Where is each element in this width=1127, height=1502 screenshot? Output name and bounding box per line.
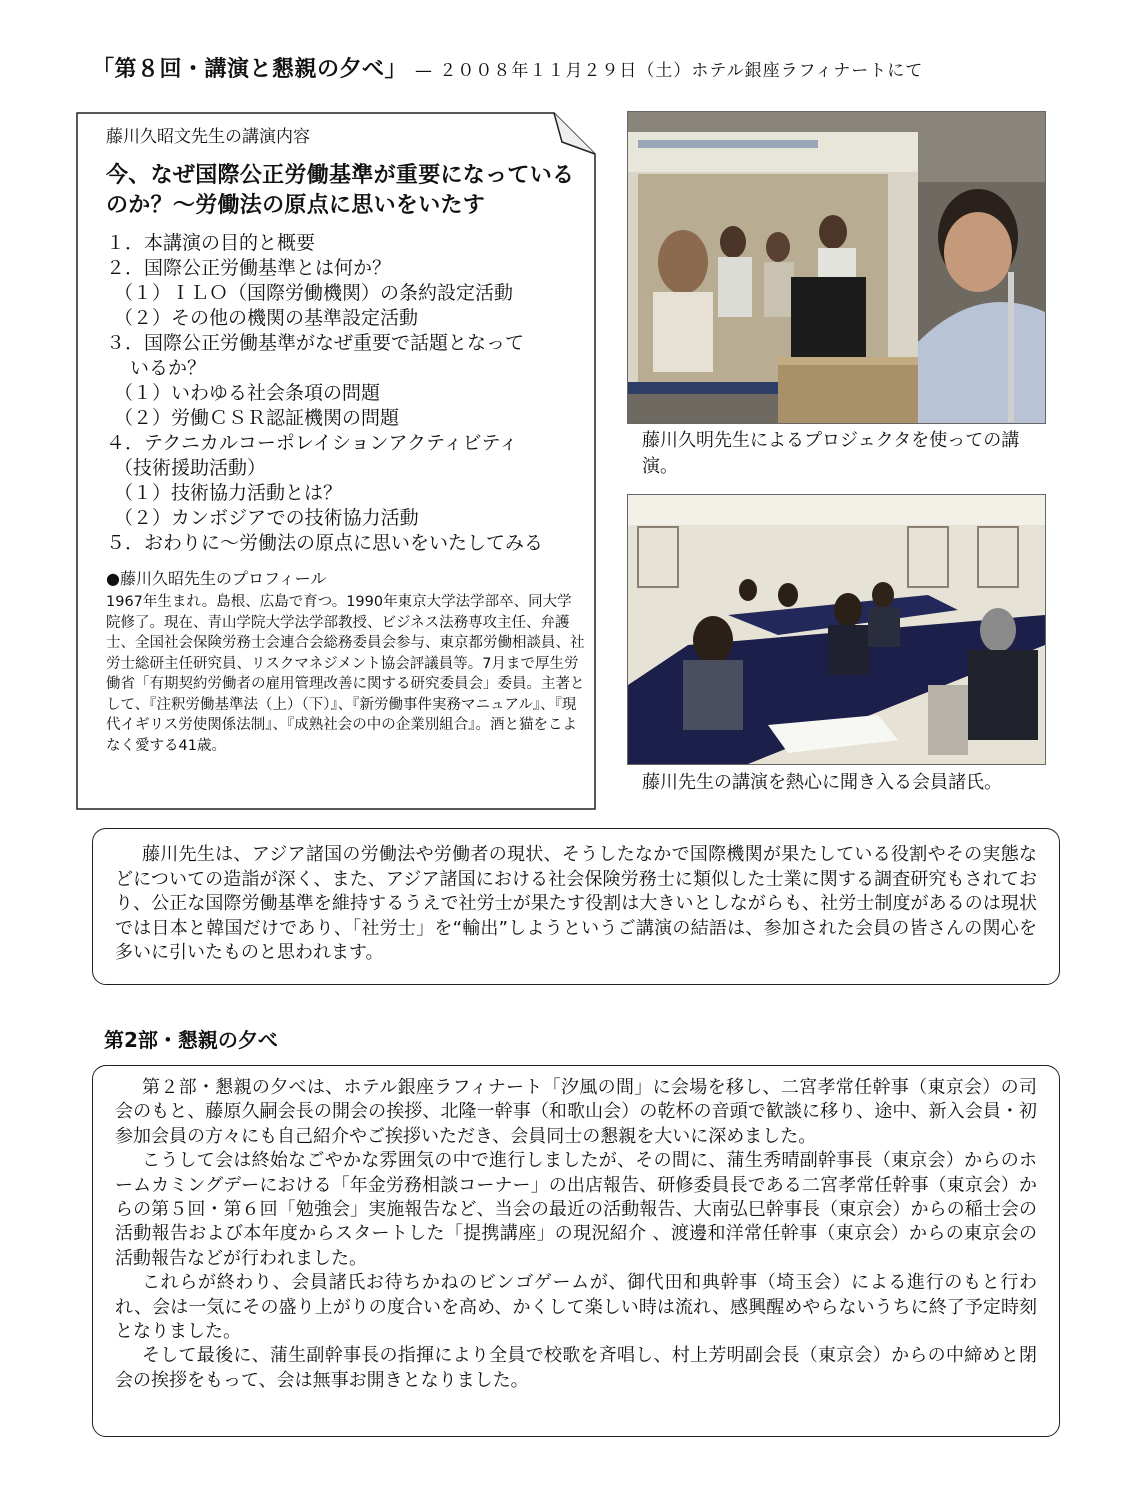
audience-photo-caption: 藤川先生の講演を熱心に聞き入る会員諸氏。 xyxy=(642,772,1002,793)
lecture-title: 今、なぜ国際公正労働基準が重要になっているのか？～労働法の原点に思いをいたす xyxy=(106,163,575,218)
outline-item: （１）技術協力活動とは？ xyxy=(114,482,343,504)
summary-paragraph: 藤川先生は、アジア諸国の労働法や労働者の現状、そうしたなかで国際機関が果たしている役割やその実態などについての造詣が深く、また、アジア諸国における社会保険労務士に類似した士業に関する調査研究もされており、公正な国際労働基準を維持するうえで社労士が果たす役割は大きいとしながらも、社労士制度があるのは現状では日本と韓国だけであり、「社労士」を“輸出”しようというご講演の結語は、参加された会員の皆さんの関心を多いに引いたものと思われます。 xyxy=(115,844,1037,963)
audience-photo xyxy=(627,494,1046,765)
profile-text: 1967年生まれ。島根、広島で育つ。1990年東京大学法学部卒、同大学院修了。現在、青山学院大学法学部教授、ビジネス法務専攻主任、弁護士、全国社会保険労務士会連合会総務委員会参与、東京都労働相談員、社労士総研主任研究員、リスクマネジメント協会評議員等。7月まで厚生労働省「有期契約労働者の雇用管理改善に関する研究委員会」委員。主著として、『注釈労働基準法（上）（下）』、『新労働事件実務マニュアル』、『現代イギリス労使関係法制』、『成熟社会の中の企業別組合』。酒と猫をこよなく愛する41歳。 xyxy=(106,594,585,754)
outline-item: （１）ＩＬＯ（国際労働機関）の条約設定活動 xyxy=(114,282,514,304)
outline-item: ３．国際公正労働基準がなぜ重要で話題となって xyxy=(106,332,525,354)
lecture-photo xyxy=(627,111,1046,424)
lecture-heading: 藤川久昭文先生の講演内容 xyxy=(106,127,310,147)
lecture-outline xyxy=(106,231,592,556)
part2-paragraph: これらが終わり、会員諸氏お待ちかねのビンゴゲームが、御代田和典幹事（埼玉会）による進行のもと行われ、会は一気にその盛り上がりの度合いを高め、かくして楽しい時は流れ、感興醒めやらないうちに終了予定時刻となりました。 xyxy=(115,1272,1037,1343)
outline-item: ２．国際公正労働基準とは何か？ xyxy=(106,257,392,279)
outline-item: １．本講演の目的と概要 xyxy=(106,232,316,254)
part2-heading: 第2部・懇親の夕べ xyxy=(104,1028,278,1052)
outline-item: いるか？ xyxy=(130,357,207,379)
part2-paragraph: 第２部・懇親の夕べは、ホテル銀座ラフィナート「汐風の間」に会場を移し、二宮孝常任幹事（東京会）の司会のもと、藤原久嗣会長の開会の挨拶、北隆一幹事（和歌山会）の乾杯の音頭で歓談に移り、途中、新入会員・初参加会員の方々にも自己紹介やご挨拶いただき、会員同士の懇親を大いに深めました。 xyxy=(115,1077,1037,1147)
page-title: 「第８回・講演と懇親の夕べ」 xyxy=(92,57,408,82)
lecture-card xyxy=(76,112,596,810)
outline-item: ５．おわりに～労働法の原点に思いをいたしてみる xyxy=(106,532,544,554)
lecture-content xyxy=(106,122,592,756)
outline-item: （１）いわゆる社会条項の問題 xyxy=(114,382,381,404)
part2-report-box xyxy=(92,1065,1060,1437)
part2-paragraph: そして最後に、蒲生副幹事長の指揮により全員で校歌を斉唱し、村上芳明副会長（東京会）からの中締めと閉会の挨拶をもって、会は無事お開きとなりました。 xyxy=(115,1345,1037,1391)
outline-item: （２）その他の機関の基準設定活動 xyxy=(114,307,419,329)
outline-item: ４．テクニカルコーポレイションアクティビティ xyxy=(106,432,518,454)
page-subtitle: — ２００８年１１月２９日（土）ホテル銀座ラフィナートにて xyxy=(415,61,924,81)
part2-paragraph: こうして会は終始なごやかな雰囲気の中で進行しましたが、その間に、蒲生秀晴副幹事長（東京会）からのホームカミングデーにおける「年金労務相談コーナー」の出店報告、研修委員長である二宮孝常任幹事（東京会）からの第５回・第６回「勉強会」実施報告など、当会の最近の活動報告、大南弘巳幹事長（東京会）からの稲士会の活動報告および本年度からスタートした「提携講座」の現況紹介 、渡邊和洋常任幹事（東京会）からの東京会の活動報告などが行われました。 xyxy=(115,1150,1037,1269)
outline-item: （２）労働ＣＳＲ認証機関の問題 xyxy=(114,407,400,429)
profile-heading: ●藤川久昭先生のプロフィール xyxy=(106,569,327,588)
lecture-summary-box xyxy=(92,828,1060,985)
outline-item: （２）カンボジアでの技術協力活動 xyxy=(114,507,419,529)
lecture-photo-caption: 藤川久明先生によるプロジェクタを使っての講演。 xyxy=(642,430,1020,477)
outline-item: （技術援助活動） xyxy=(114,457,267,479)
page-header xyxy=(92,52,1052,86)
